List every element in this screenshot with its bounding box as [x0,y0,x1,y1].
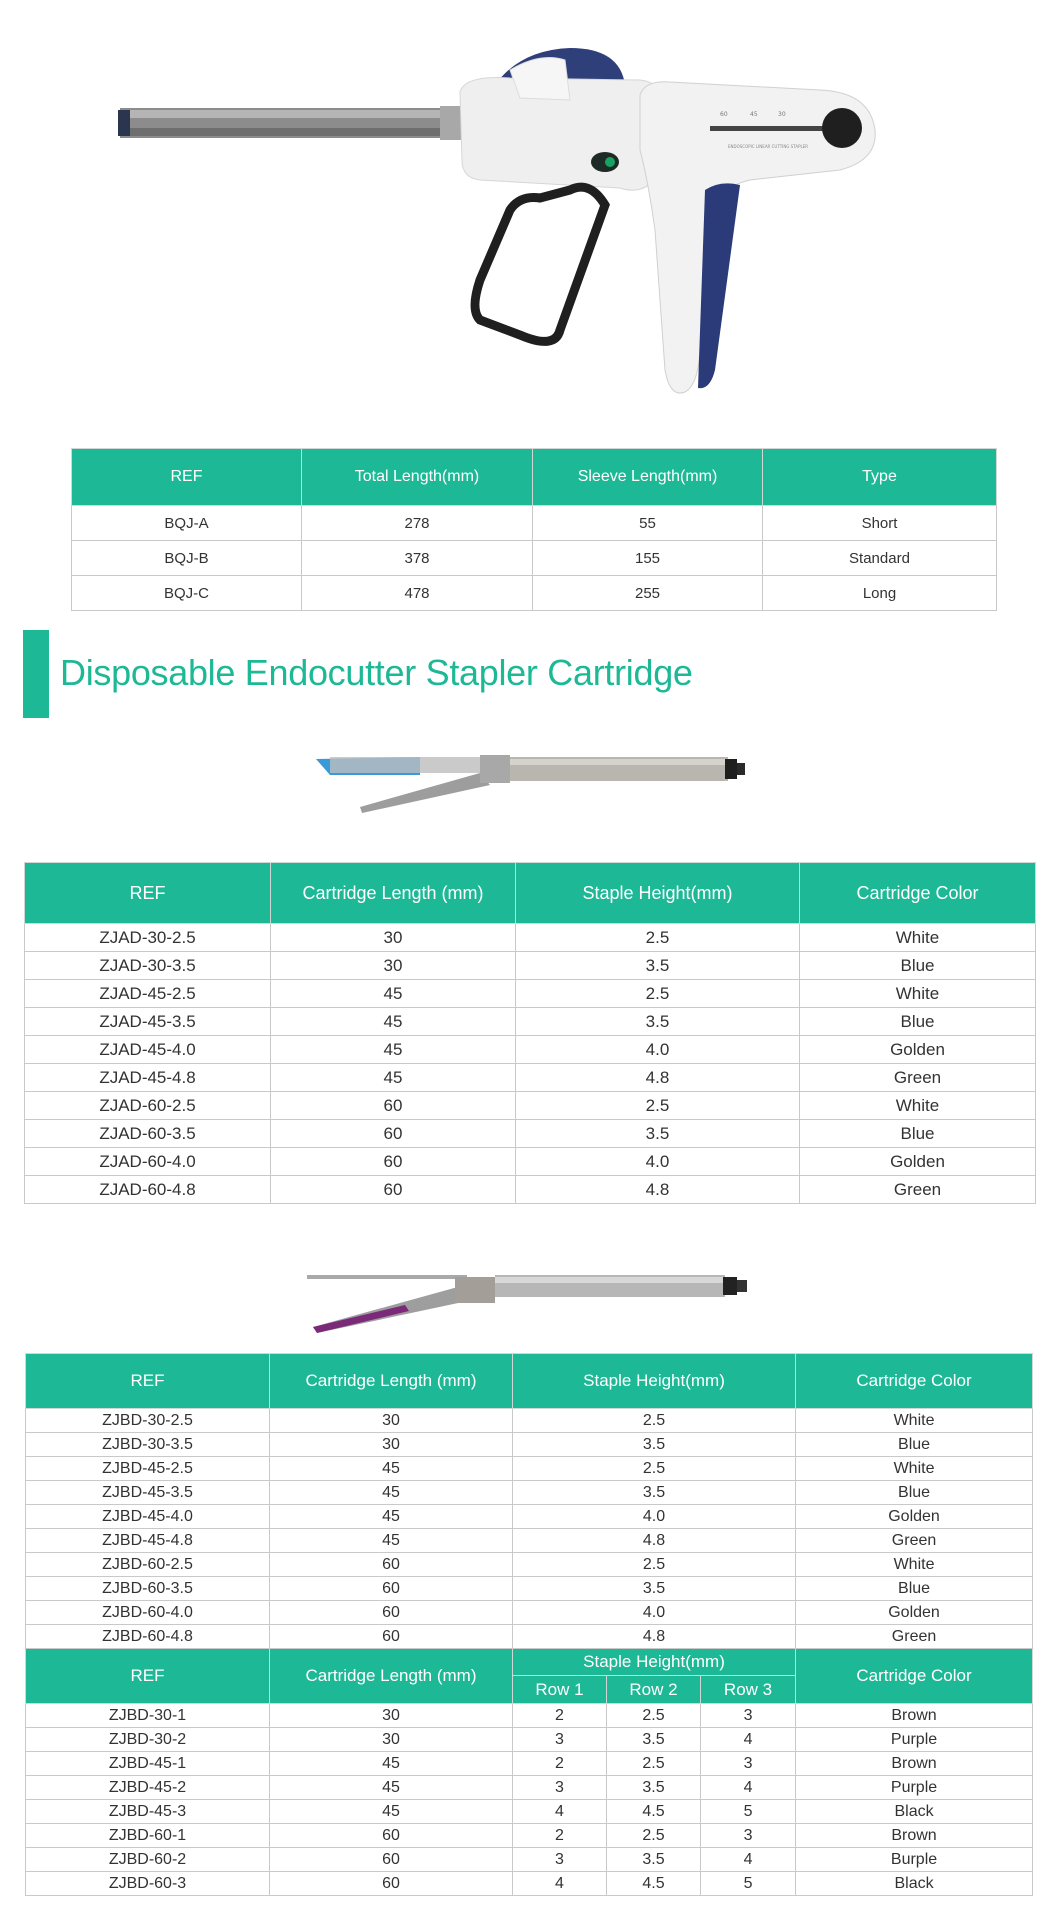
cartridge-image-blue [310,745,750,815]
cell-length: 30 [270,1409,513,1433]
cell-staple-height: 4.8 [513,1529,796,1553]
header-ref: REF [25,863,271,924]
cell-row3: 4 [701,1728,796,1752]
cell-total-length: 378 [302,541,533,576]
cell-ref: ZJAD-45-2.5 [25,980,271,1008]
cell-length: 45 [270,1457,513,1481]
cell-row1: 4 [513,1800,607,1824]
cell-color: Blue [800,1008,1036,1036]
cell-sleeve-length: 255 [533,576,763,611]
cell-ref: ZJBD-60-3 [26,1872,270,1896]
cell-row3: 3 [701,1824,796,1848]
cell-color: Black [796,1800,1033,1824]
cell-staple-height: 2.5 [516,924,800,952]
cell-color: Blue [800,1120,1036,1148]
cell-staple-height: 3.5 [513,1577,796,1601]
cell-length: 60 [271,1148,516,1176]
handle-spec-table [71,448,997,611]
cell-row1: 2 [513,1704,607,1728]
header-sleeve-length: Sleeve Length(mm) [533,449,763,506]
header-cartridge-color: Cartridge Color [796,1649,1033,1704]
cell-ref: ZJBD-30-2 [26,1728,270,1752]
table-row [26,1800,1033,1824]
table-row [26,1577,1033,1601]
table-row [26,1505,1033,1529]
cell-length: 60 [270,1577,513,1601]
header-cartridge-length: Cartridge Length (mm) [270,1649,513,1704]
cell-length: 45 [270,1505,513,1529]
cell-row2: 2.5 [607,1824,701,1848]
table-row [26,1872,1033,1896]
table-row [25,1176,1036,1204]
cell-color: Brown [796,1824,1033,1848]
cell-length: 45 [270,1481,513,1505]
scale-label-60: 60 [720,111,728,118]
cell-row3: 3 [701,1704,796,1728]
cell-row3: 3 [701,1752,796,1776]
cell-staple-height: 3.5 [513,1433,796,1457]
cell-staple-height: 4.0 [513,1505,796,1529]
zjad-cartridge-table [24,862,1036,1204]
table-header-row [25,863,1036,924]
cell-staple-height: 2.5 [513,1553,796,1577]
cell-ref: ZJBD-45-3.5 [26,1481,270,1505]
cell-staple-height: 4.0 [513,1601,796,1625]
cell-staple-height: 4.0 [516,1036,800,1064]
cell-row2: 4.5 [607,1800,701,1824]
cell-staple-height: 4.8 [516,1176,800,1204]
graded-header-row [26,1649,1033,1676]
cell-color: White [800,924,1036,952]
header-total-length: Total Length(mm) [302,449,533,506]
cell-color: Blue [796,1481,1033,1505]
cell-length: 60 [271,1092,516,1120]
cell-length: 60 [270,1872,513,1896]
cell-color: Brown [796,1704,1033,1728]
cell-total-length: 478 [302,576,533,611]
cell-row2: 3.5 [607,1776,701,1800]
header-cartridge-color: Cartridge Color [800,863,1036,924]
cell-color: White [796,1553,1033,1577]
table-row [25,924,1036,952]
scale-label-30: 30 [778,111,786,118]
section-title: Disposable Endocutter Stapler Cartridge [60,652,693,693]
header-staple-height: Staple Height(mm) [513,1354,796,1409]
cell-ref: ZJBD-60-4.8 [26,1625,270,1649]
table-row [25,1008,1036,1036]
cell-row3: 4 [701,1776,796,1800]
cell-color: Purple [796,1728,1033,1752]
cell-ref: ZJAD-45-4.0 [25,1036,271,1064]
header-cartridge-length: Cartridge Length (mm) [270,1354,513,1409]
cell-row2: 2.5 [607,1752,701,1776]
cell-ref: ZJBD-30-1 [26,1704,270,1728]
cell-length: 60 [270,1553,513,1577]
header-row-2: Row 2 [607,1676,701,1704]
cell-color: Green [796,1625,1033,1649]
cell-ref: BQJ-C [72,576,302,611]
cell-ref: BQJ-B [72,541,302,576]
table-row [72,576,997,611]
cell-length: 45 [271,1036,516,1064]
cell-row2: 3.5 [607,1848,701,1872]
cell-ref: ZJBD-45-4.8 [26,1529,270,1553]
cell-length: 30 [270,1728,513,1752]
cell-length: 45 [271,1008,516,1036]
table-row [26,1553,1033,1577]
cell-color: Blue [796,1433,1033,1457]
cell-color: Golden [800,1148,1036,1176]
cell-color: Green [800,1064,1036,1092]
header-cartridge-color: Cartridge Color [796,1354,1033,1409]
cell-staple-height: 2.5 [513,1457,796,1481]
cell-color: White [796,1409,1033,1433]
table-header-row [26,1354,1033,1409]
cell-staple-height: 4.8 [513,1625,796,1649]
table-row [26,1481,1033,1505]
cell-row1: 2 [513,1752,607,1776]
header-type: Type [763,449,997,506]
cell-ref: ZJBD-45-3 [26,1800,270,1824]
cell-staple-height: 4.0 [516,1148,800,1176]
cell-type: Standard [763,541,997,576]
cell-total-length: 278 [302,506,533,541]
cell-color: Blue [796,1577,1033,1601]
cell-row2: 2.5 [607,1704,701,1728]
cell-staple-height: 2.5 [513,1409,796,1433]
table-row [26,1776,1033,1800]
cell-staple-height: 4.8 [516,1064,800,1092]
cell-ref: ZJBD-60-3.5 [26,1577,270,1601]
header-staple-height: Staple Height(mm) [513,1649,796,1676]
cell-color: Green [796,1529,1033,1553]
cell-color: White [796,1457,1033,1481]
cell-length: 45 [270,1776,513,1800]
table-row [26,1457,1033,1481]
device-label: ENDOSCOPIC LINEAR CUTTING STAPLER [728,144,809,149]
header-staple-height: Staple Height(mm) [516,863,800,924]
table-row [26,1728,1033,1752]
cell-row1: 4 [513,1872,607,1896]
cell-color: White [800,1092,1036,1120]
cell-color: Burple [796,1848,1033,1872]
cell-length: 30 [271,924,516,952]
table-row [25,1036,1036,1064]
cell-row1: 3 [513,1728,607,1752]
cell-ref: ZJBD-30-2.5 [26,1409,270,1433]
cell-row2: 4.5 [607,1872,701,1896]
cell-length: 30 [270,1433,513,1457]
cell-length: 60 [270,1601,513,1625]
cell-color: Golden [796,1601,1033,1625]
cell-staple-height: 3.5 [516,952,800,980]
header-ref: REF [72,449,302,506]
cell-length: 60 [270,1848,513,1872]
scale-label-45: 45 [750,111,758,118]
cell-ref: ZJBD-45-2.5 [26,1457,270,1481]
cell-ref: ZJBD-30-3.5 [26,1433,270,1457]
cell-color: White [800,980,1036,1008]
cell-type: Short [763,506,997,541]
cell-color: Green [800,1176,1036,1204]
cell-staple-height: 3.5 [516,1120,800,1148]
product-image-stapler [100,30,960,410]
cell-ref: ZJAD-30-3.5 [25,952,271,980]
cell-ref: ZJAD-60-4.0 [25,1148,271,1176]
cell-length: 45 [270,1752,513,1776]
cell-row1: 3 [513,1848,607,1872]
cell-staple-height: 2.5 [516,980,800,1008]
section-title-accent-bar [23,630,49,718]
table-row [26,1824,1033,1848]
header-ref: REF [26,1354,270,1409]
table-row [26,1625,1033,1649]
table-row [26,1752,1033,1776]
cartridge-image-purple [305,1255,755,1335]
cell-ref: ZJBD-60-2 [26,1848,270,1872]
cell-ref: ZJBD-45-1 [26,1752,270,1776]
cell-length: 60 [270,1824,513,1848]
cell-color: Purple [796,1776,1033,1800]
zjbd-cartridge-table [25,1353,1033,1896]
cell-ref: ZJAD-45-4.8 [25,1064,271,1092]
table-row [72,506,997,541]
cell-ref: ZJBD-45-2 [26,1776,270,1800]
table-row [26,1433,1033,1457]
cell-ref: BQJ-A [72,506,302,541]
cell-ref: ZJBD-45-4.0 [26,1505,270,1529]
table-row [25,1120,1036,1148]
cell-length: 45 [271,980,516,1008]
cell-sleeve-length: 55 [533,506,763,541]
cell-row1: 3 [513,1776,607,1800]
cell-length: 45 [270,1800,513,1824]
cell-ref: ZJAD-45-3.5 [25,1008,271,1036]
table-row [25,952,1036,980]
cell-row1: 2 [513,1824,607,1848]
cell-length: 45 [270,1529,513,1553]
cell-row3: 5 [701,1872,796,1896]
cell-length: 30 [270,1704,513,1728]
table-row [25,1092,1036,1120]
cell-color: Blue [800,952,1036,980]
cell-ref: ZJAD-30-2.5 [25,924,271,952]
table-row [26,1601,1033,1625]
cell-row3: 4 [701,1848,796,1872]
cell-length: 45 [271,1064,516,1092]
cell-length: 60 [271,1120,516,1148]
table-row [25,980,1036,1008]
table-header-row [72,449,997,506]
cell-length: 60 [271,1176,516,1204]
cell-sleeve-length: 155 [533,541,763,576]
cell-length: 60 [270,1625,513,1649]
table-row [26,1409,1033,1433]
header-row-3: Row 3 [701,1676,796,1704]
table-row [25,1064,1036,1092]
table-row [72,541,997,576]
table-row [26,1529,1033,1553]
cell-staple-height: 3.5 [513,1481,796,1505]
cell-staple-height: 3.5 [516,1008,800,1036]
table-row [26,1848,1033,1872]
cell-row2: 3.5 [607,1728,701,1752]
table-row [26,1704,1033,1728]
cell-ref: ZJAD-60-2.5 [25,1092,271,1120]
cell-ref: ZJBD-60-2.5 [26,1553,270,1577]
cell-ref: ZJAD-60-4.8 [25,1176,271,1204]
cell-color: Golden [800,1036,1036,1064]
cell-staple-height: 2.5 [516,1092,800,1120]
cell-ref: ZJBD-60-4.0 [26,1601,270,1625]
table-row [25,1148,1036,1176]
cell-color: Golden [796,1505,1033,1529]
header-row-1: Row 1 [513,1676,607,1704]
header-ref: REF [26,1649,270,1704]
cell-color: Brown [796,1752,1033,1776]
cell-length: 30 [271,952,516,980]
cell-type: Long [763,576,997,611]
header-cartridge-length: Cartridge Length (mm) [271,863,516,924]
cell-ref: ZJBD-60-1 [26,1824,270,1848]
cell-ref: ZJAD-60-3.5 [25,1120,271,1148]
cell-color: Black [796,1872,1033,1896]
cell-row3: 5 [701,1800,796,1824]
